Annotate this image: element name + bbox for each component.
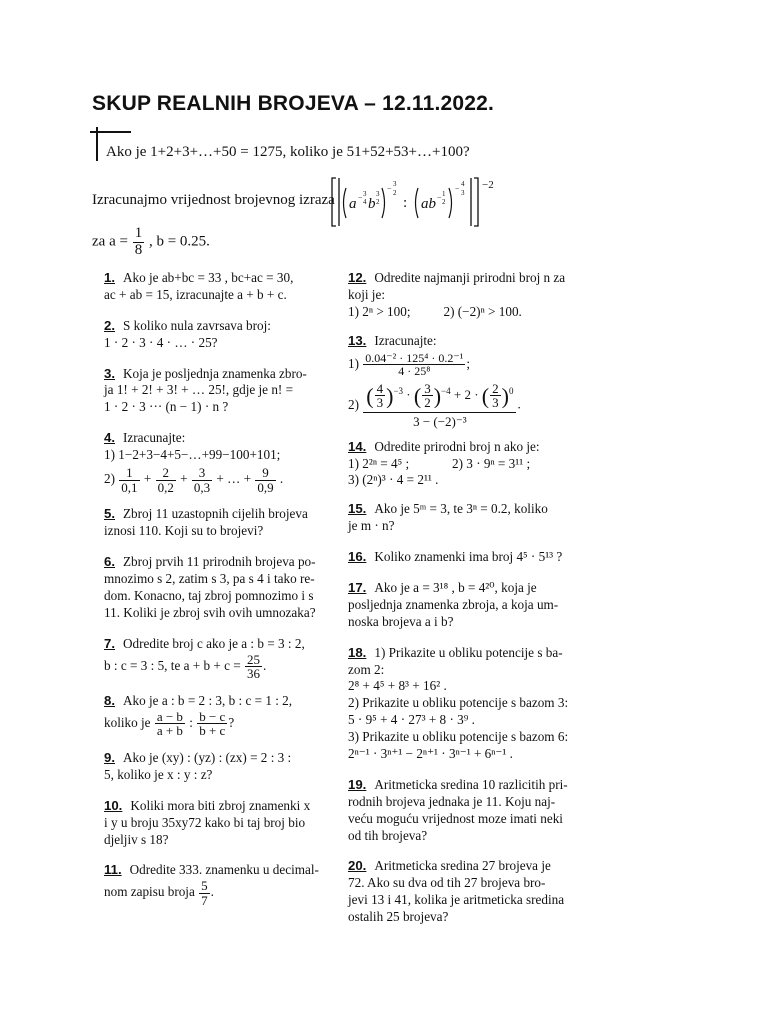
problem-6 [104, 554, 332, 622]
problem-3 [104, 366, 332, 417]
fraction [119, 466, 139, 494]
frac-den: 36 [246, 666, 260, 682]
problem-text: 1 · 2 · 3 ··· (n − 1) · n ? [104, 399, 229, 415]
exponent: −4 [441, 385, 451, 396]
frac-num: 5 [201, 878, 208, 894]
fraction [197, 710, 227, 738]
end-punct: . [279, 471, 284, 487]
problem-12 [348, 270, 574, 321]
frac-den: 3 [376, 395, 384, 411]
problem-10 [104, 798, 332, 849]
problem-4 [104, 430, 332, 494]
expr-e1-sign: − [358, 193, 363, 202]
frac-den: 3 [492, 395, 499, 411]
fraction [199, 879, 210, 907]
problem-text: Koliko znamenki ima broj 4⁵ · 5¹³ ? [374, 549, 563, 565]
frac-num: 9 [255, 466, 275, 481]
frac-den: 0,2 [157, 479, 174, 495]
problem-text: Odredite broj c ako je a : b = 3 : 2, [123, 635, 305, 651]
problem-text: Aritmeticka sredina 27 brojeva je [374, 858, 551, 874]
problem-13-item-2 [348, 382, 574, 429]
frac-den: a + b [156, 723, 183, 739]
intro-q3-fraction [133, 226, 145, 259]
expr-colon: : [403, 195, 408, 211]
problem-2 [104, 318, 332, 352]
problem-4-line-2 [104, 466, 332, 494]
frac-num: 0.04⁻² · 125⁴ · 0.2⁻¹ [365, 350, 464, 365]
problem-text: b : c = 3 : 5, te a + b + c = [104, 657, 241, 673]
frac-num: 3 [424, 380, 431, 396]
problem-5 [104, 506, 332, 540]
problem-17 [348, 580, 574, 631]
problem-text: djeljiv s 18? [104, 831, 169, 847]
problem-number: 3. [104, 365, 115, 381]
problems-right-column [348, 270, 574, 926]
problem-text: zom 2: [348, 661, 385, 677]
item-prefix: 1) [348, 355, 359, 371]
frac-den: 3 − (−2)⁻³ [413, 414, 467, 430]
problem-text: noska brojeva a i b? [348, 613, 454, 629]
problem-text: 1 · 2 · 3 · 4 · … · 25? [104, 334, 218, 350]
fraction [192, 466, 212, 494]
problem-text: 1) 1−2+3−4+5−…+99−100+101; [104, 447, 281, 463]
end-punct: . [210, 884, 214, 900]
problem-text: iznosi 110. Koji su to brojevi? [104, 523, 264, 539]
fraction [490, 382, 501, 410]
problem-text: Ako je 5ᵐ = 3, te 3ⁿ = 0.2, koliko [374, 501, 548, 517]
colon: : [189, 714, 193, 730]
problem-text: Ako je a = 3¹⁸ , b = 4²⁰, koja je [374, 580, 537, 596]
frac-den: 0,3 [193, 479, 211, 495]
problem-text: ac + ab = 15, izracunajte a + b + c. [104, 286, 287, 302]
problem-number: 5. [104, 506, 115, 522]
end-punct: . [262, 657, 267, 673]
intro-q3-frac-den: 8 [134, 241, 143, 258]
frac-den: 4 · 25⁸ [398, 364, 431, 379]
fraction [155, 710, 185, 738]
plus-two: + 2 · [453, 386, 479, 402]
problem-text: je m · n? [348, 518, 395, 534]
problem-text: 5 · 9⁵ + 4 · 27³ + 8 · 3⁹ . [348, 712, 475, 728]
paren-open: ( [413, 383, 422, 409]
problem-7 [104, 636, 332, 681]
problem-text: Aritmeticka sredina 10 razlicitih pri- [374, 776, 568, 792]
frac-num: b − c [199, 708, 226, 724]
problem-number: 15. [348, 501, 367, 517]
frac-den: 2 [424, 395, 431, 411]
problem-text: od tih brojeva? [348, 827, 428, 843]
problem-11 [104, 862, 332, 907]
item-prefix: 2) [348, 396, 359, 412]
ellipsis: + … + [216, 471, 252, 487]
problem-text: veću moguću vrijednost moze imati neki [348, 810, 563, 826]
paren-close: ) [501, 383, 509, 409]
page-title: SKUP REALNIH BROJEVA – 12.11.2022. [92, 92, 495, 115]
problem-text: mnozimo s 2, zatim s 3, pa s 4 i tako re- [104, 570, 315, 586]
problems-left-column [104, 270, 332, 908]
intro-question-1: Ako je 1+2+3+…+50 = 1275, koliko je 51+52+53+…+100? [106, 144, 470, 160]
problem-number: 7. [104, 635, 115, 651]
frac-num: 2 [156, 466, 176, 481]
problem-number: 10. [104, 797, 123, 813]
paren-open: ( [481, 383, 490, 409]
problem-text: posljednja znamenka zbroja, a koja um- [348, 596, 559, 612]
problem-1 [104, 270, 332, 304]
problem-number: 2. [104, 317, 115, 333]
problem-number: 20. [348, 858, 367, 874]
expr-outer1-den: 2 [393, 189, 397, 197]
problem-number: 16. [348, 549, 367, 565]
plus-sign: + [143, 471, 152, 487]
intro-question-2-text: Izracunajmo vrijednost brojevnog izraza [92, 192, 335, 208]
expr-final-exponent: −2 [482, 179, 494, 191]
fraction-big [363, 382, 516, 429]
problem-text: 5, koliko je x : y : z? [104, 766, 213, 782]
problem-number: 4. [104, 430, 115, 446]
problem-text: 1) 2ⁿ > 100; 2) (−2)ⁿ > 100. [348, 303, 522, 319]
expr-outer2-den: 3 [461, 189, 465, 197]
problem-9 [104, 750, 332, 784]
frac-num: 25 [246, 651, 260, 667]
problem-text: i y u broju 35xy72 kako bi taj broj bio [104, 814, 306, 830]
problem-text: Koliki mora biti zbroj znamenki x [130, 797, 311, 813]
frac-num: 1 [119, 466, 139, 481]
expr-outer2-sign: − [455, 184, 460, 193]
problem-text: 1) Prikazite u obliku potencije s ba- [374, 644, 563, 660]
fraction [255, 466, 275, 494]
expr-outer1-num: 3 [393, 180, 397, 188]
problem-text: 72. Ako su dva od tih 27 brojeva bro- [348, 875, 546, 891]
frac-den: 7 [201, 892, 208, 908]
problem-number: 18. [348, 644, 367, 660]
intro-q3-post: , b = 0.25. [148, 233, 210, 250]
expr-outer2-num: 4 [461, 180, 465, 188]
problem-text: 2⁸ + 4⁵ + 8³ + 16² . [348, 678, 447, 694]
problem-11-line-2 [104, 879, 332, 907]
problem-7-line-2 [104, 653, 332, 681]
frac-den: 0,9 [257, 479, 274, 495]
dot: · [406, 386, 411, 402]
fraction [375, 382, 386, 410]
problem-text: Odredite 333. znamenku u decimal- [129, 862, 319, 878]
paren-open: ( [366, 383, 374, 409]
problem-number: 6. [104, 554, 115, 570]
problem-text: rodnih brojeva jednaka je 11. Koju naj- [348, 793, 556, 809]
problem-text: 2ⁿ⁻¹ · 3ⁿ⁺¹ − 2ⁿ⁺¹ · 3ⁿ⁻¹ + 6ⁿ⁻¹ . [348, 746, 513, 762]
problem-18 [348, 645, 574, 763]
problem-text: dom. Konacno, taj zbroj pomnozimo i s [104, 587, 314, 603]
problem-text: Odredite najmanji prirodni broj n za [374, 270, 566, 285]
problem-text: S koliko nula zavrsava broj: [123, 317, 271, 333]
problem-text: 11. Koliki je zbroj svih ovih umnozaka? [104, 604, 316, 620]
corner-mark-vertical [96, 127, 98, 161]
problem-text: Zbroj prvih 11 prirodnih brojeva po- [123, 554, 316, 570]
intro-expression [330, 174, 512, 230]
expr-e2-den: 2 [376, 198, 380, 206]
expr-e1-num: 3 [363, 190, 367, 198]
intro-q3-pre: za a = [92, 233, 128, 250]
problem-14 [348, 439, 574, 490]
expr-a1: a [349, 196, 357, 212]
problem-text: Koja je posljednja znamenka zbro- [123, 365, 307, 381]
exponent: −3 [393, 385, 404, 396]
problem-text: nom zapisu broja [104, 884, 195, 900]
expr-e1-den: 4 [363, 198, 367, 206]
problem-text: koliko je [104, 714, 151, 730]
problem-13 [348, 333, 574, 429]
problem-number: 1. [104, 270, 115, 285]
problem-text: Odredite prirodni broj n ako je: [374, 438, 540, 454]
problem-text: Ako je ab+bc = 33 , bc+ac = 30, [123, 270, 294, 285]
problem-number: 17. [348, 580, 367, 596]
frac-num: 3 [192, 466, 212, 481]
problem-number: 11. [104, 862, 122, 878]
plus-sign: + [180, 471, 188, 487]
problem-text: Izracunajte: [123, 430, 186, 446]
problem-text: Ako je (xy) : (yz) : (zx) = 2 : 3 : [123, 749, 292, 765]
problem-text: ja 1! + 2! + 3! + … 25!, gdje je n! = [104, 382, 294, 398]
problem-20 [348, 858, 574, 926]
frac-num: 4 [376, 380, 384, 396]
problem-text: 3) Prikazite u obliku potencije s bazom 6: [348, 729, 569, 745]
problem-text: ostalih 25 brojeva? [348, 909, 449, 925]
paren-close: ) [386, 383, 394, 409]
problem-19 [348, 777, 574, 845]
intro-question-3 [92, 226, 210, 259]
exponent: 0 [508, 385, 514, 396]
fraction [245, 653, 262, 681]
expr-e3-sign: − [437, 193, 442, 202]
fraction [422, 382, 433, 410]
expr-b1: b [368, 196, 376, 212]
expr-e2-num: 3 [376, 190, 380, 198]
problem-text: Zbroj 11 uzastopnih cijelih brojeva [123, 506, 308, 522]
problem-text: jevi 13 i 41, kolika je aritmeticka sredina [348, 892, 565, 908]
frac-den: b + c [199, 723, 226, 739]
frac-num-expression [363, 382, 516, 413]
problem-number: 12. [348, 270, 367, 285]
problem-8-line-2 [104, 710, 332, 738]
problem-text: 1) 2²ⁿ = 4⁵ ; 2) 3 · 9ⁿ = 3¹¹ ; [348, 455, 531, 471]
problem-13-item-1 [348, 352, 574, 378]
expr-outer1-sign: − [387, 184, 392, 193]
problem-text: Ako je a : b = 2 : 3, b : c = 1 : 2, [123, 692, 293, 708]
frac-num: a − b [156, 708, 183, 724]
frac-den: 0,1 [121, 479, 138, 495]
problem-8 [104, 693, 332, 738]
problem-number: 9. [104, 749, 115, 765]
problem-number: 19. [348, 776, 367, 792]
expr-e3-num: 1 [442, 190, 446, 198]
problem-number: 14. [348, 438, 367, 454]
problem-text: 2) Prikazite u obliku potencije s bazom 3: [348, 695, 569, 711]
expr-ab: ab [421, 196, 436, 212]
frac-num: 2 [492, 380, 499, 396]
end-punct: . [517, 396, 521, 412]
problem-16 [348, 549, 574, 566]
problem-number: 13. [348, 332, 367, 348]
fraction [363, 352, 465, 378]
problem-15 [348, 501, 574, 535]
end-punct: ? [228, 714, 235, 730]
expr-e3-den: 2 [442, 198, 446, 206]
problem-text: Izracunajte: [374, 332, 437, 348]
intro-q3-frac-num: 1 [134, 225, 143, 241]
problem-text: 3) (2ⁿ)³ · 4 = 2¹¹ . [348, 472, 439, 488]
end-punct: ; [466, 355, 471, 371]
problem-number: 8. [104, 692, 115, 708]
paren-close: ) [433, 383, 442, 409]
problem-text: koji je: [348, 286, 385, 302]
item-prefix: 2) [104, 471, 115, 487]
fraction [156, 466, 176, 494]
